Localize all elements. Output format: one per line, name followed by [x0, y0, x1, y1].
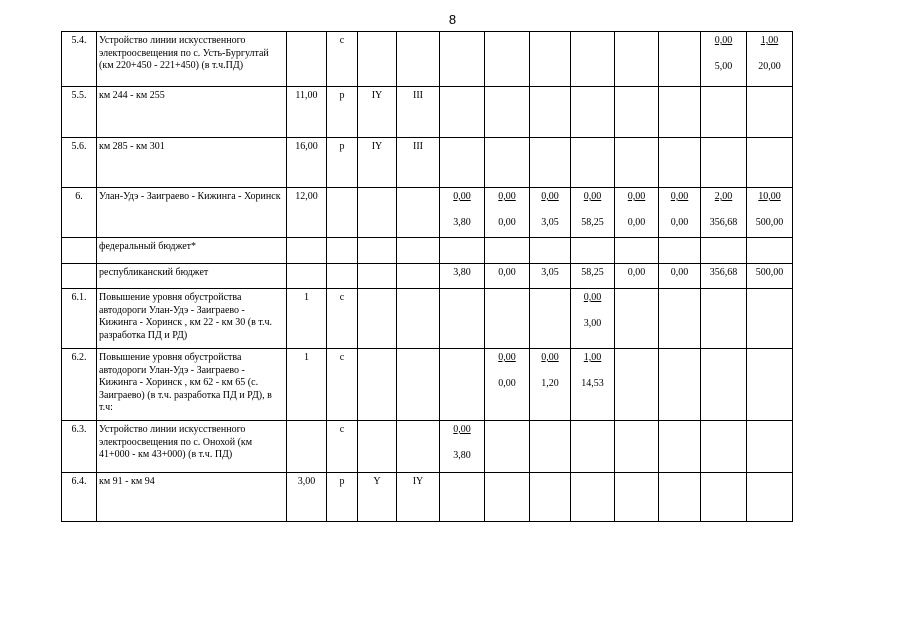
value-bottom: 0,00	[627, 267, 646, 278]
value-cell	[440, 238, 485, 264]
row-category-b	[397, 421, 440, 473]
row-number: 5.5.	[62, 87, 97, 138]
value-bottom: 3,80	[453, 267, 471, 278]
row-category-b	[397, 188, 440, 238]
value-cell	[530, 138, 571, 188]
value-cell	[615, 473, 659, 522]
value-cell	[440, 32, 485, 87]
value-cell	[530, 238, 571, 264]
value-cell	[440, 264, 485, 289]
value-cell	[571, 289, 615, 349]
value-cell	[701, 473, 747, 522]
value-cell	[615, 238, 659, 264]
row-name: федеральный бюджет*	[97, 238, 287, 264]
row-name: км 285 - км 301	[97, 138, 287, 188]
value-bottom: 500,00	[755, 216, 784, 228]
value-cell	[571, 32, 615, 87]
value-top: 0,00	[541, 191, 559, 202]
value-cell	[485, 421, 530, 473]
value-bottom: 356,68	[709, 216, 738, 228]
value-cell	[530, 421, 571, 473]
value-cell	[440, 421, 485, 473]
value-cell	[615, 87, 659, 138]
value-cell	[615, 349, 659, 421]
table-row	[62, 32, 793, 87]
value-top: 0,00	[714, 35, 733, 46]
row-number: 6.1.	[62, 289, 97, 349]
value-bottom: 3,05	[541, 267, 559, 278]
value-cell	[701, 264, 747, 289]
value-cell	[440, 289, 485, 349]
row-number: 5.6.	[62, 138, 97, 188]
value-bottom: 3,80	[453, 216, 471, 228]
row-name: Повышение уровня обустройства автодороги Улан-Удэ - Заиграево - Кижинга - Хоринск , км 22 - км 30 (в т.ч. разработка ПД и РД)	[97, 289, 287, 349]
value-cell	[615, 289, 659, 349]
value-cell	[530, 264, 571, 289]
row-type: с	[327, 421, 358, 473]
value-cell	[747, 87, 793, 138]
row-number: 6.4.	[62, 473, 97, 522]
value-cell	[747, 264, 793, 289]
row-type	[327, 264, 358, 289]
row-type: р	[327, 87, 358, 138]
value-cell	[485, 264, 530, 289]
value-cell	[659, 421, 701, 473]
value-cell	[530, 32, 571, 87]
row-length: 12,00	[287, 188, 327, 238]
row-category-a: Y	[358, 473, 397, 522]
value-cell	[571, 421, 615, 473]
value-top: 1,00	[583, 352, 602, 363]
value-cell	[701, 421, 747, 473]
value-cell	[571, 238, 615, 264]
row-length: 1	[287, 289, 327, 349]
value-cell	[485, 289, 530, 349]
value-bottom: 0,00	[498, 267, 516, 278]
value-cell	[747, 32, 793, 87]
value-bottom: 5,00	[714, 60, 733, 72]
row-length: 1	[287, 349, 327, 421]
value-bottom: 20,00	[758, 60, 781, 72]
value-bottom: 500,00	[755, 267, 784, 278]
value-top: 1,00	[760, 35, 779, 46]
row-category-a: IY	[358, 138, 397, 188]
table-body	[62, 32, 793, 522]
row-length	[287, 421, 327, 473]
value-cell	[701, 188, 747, 238]
value-bottom: 1,20	[541, 377, 559, 389]
row-length: 11,00	[287, 87, 327, 138]
row-category-b: IY	[397, 473, 440, 522]
roads-table	[61, 31, 793, 522]
row-length	[287, 32, 327, 87]
value-cell	[615, 188, 659, 238]
value-cell	[571, 264, 615, 289]
value-bottom: 0,00	[498, 216, 516, 228]
table-row	[62, 289, 793, 349]
value-cell	[747, 473, 793, 522]
row-number: 6.	[62, 188, 97, 238]
value-top: 0,00	[670, 191, 689, 202]
row-category-b	[397, 32, 440, 87]
row-type: с	[327, 349, 358, 421]
value-top: 0,00	[453, 191, 471, 202]
value-top: 0,00	[627, 191, 646, 202]
row-category-b	[397, 238, 440, 264]
page-number: 8	[448, 12, 457, 27]
row-category-a	[358, 421, 397, 473]
value-top: 0,00	[583, 191, 602, 202]
value-bottom: 0,00	[627, 216, 646, 228]
value-cell	[571, 138, 615, 188]
value-cell	[530, 473, 571, 522]
value-cell	[747, 349, 793, 421]
value-bottom: 58,25	[581, 267, 604, 278]
value-bottom: 0,00	[670, 267, 689, 278]
row-category-b	[397, 264, 440, 289]
value-cell	[659, 473, 701, 522]
value-cell	[659, 238, 701, 264]
value-cell	[571, 87, 615, 138]
value-cell	[701, 138, 747, 188]
row-number: 5.4.	[62, 32, 97, 87]
value-cell	[440, 188, 485, 238]
value-cell	[485, 32, 530, 87]
row-name: Устройство линии искусственного электроосвещения по с. Усть-Бургултай (км 220+450 - 221+450) (в т.ч.ПД)	[97, 32, 287, 87]
value-top: 2,00	[714, 191, 733, 202]
value-bottom: 58,25	[581, 216, 604, 228]
row-name: км 91 - км 94	[97, 473, 287, 522]
table-row	[62, 473, 793, 522]
value-cell	[747, 188, 793, 238]
row-name: км 244 - км 255	[97, 87, 287, 138]
row-type: р	[327, 138, 358, 188]
value-cell	[659, 264, 701, 289]
value-cell	[615, 32, 659, 87]
row-type	[327, 238, 358, 264]
value-cell	[440, 138, 485, 188]
table-row	[62, 349, 793, 421]
value-cell	[440, 349, 485, 421]
table-row	[62, 188, 793, 238]
value-cell	[571, 473, 615, 522]
value-cell	[485, 349, 530, 421]
value-cell	[659, 188, 701, 238]
row-category-a	[358, 349, 397, 421]
value-cell	[485, 138, 530, 188]
row-name: республиканский бюджет	[97, 264, 287, 289]
value-cell	[659, 138, 701, 188]
value-cell	[701, 289, 747, 349]
value-cell	[747, 138, 793, 188]
value-cell	[440, 473, 485, 522]
row-length	[287, 238, 327, 264]
value-cell	[485, 238, 530, 264]
row-number	[62, 238, 97, 264]
value-cell	[485, 87, 530, 138]
value-cell	[701, 87, 747, 138]
table-row	[62, 138, 793, 188]
row-category-a	[358, 188, 397, 238]
row-category-a	[358, 238, 397, 264]
row-type: с	[327, 32, 358, 87]
value-cell	[615, 421, 659, 473]
value-cell	[440, 87, 485, 138]
row-category-b: III	[397, 87, 440, 138]
value-cell	[701, 32, 747, 87]
row-category-b	[397, 349, 440, 421]
table-row	[62, 87, 793, 138]
value-cell	[659, 87, 701, 138]
row-length: 16,00	[287, 138, 327, 188]
value-bottom: 0,00	[670, 216, 689, 228]
row-category-b: III	[397, 138, 440, 188]
value-cell	[530, 349, 571, 421]
row-length	[287, 264, 327, 289]
value-cell	[571, 349, 615, 421]
value-cell	[530, 87, 571, 138]
row-category-a	[358, 264, 397, 289]
table-row	[62, 264, 793, 289]
value-cell	[701, 349, 747, 421]
value-cell	[747, 238, 793, 264]
row-length: 3,00	[287, 473, 327, 522]
table-row	[62, 238, 793, 264]
value-cell	[659, 32, 701, 87]
value-cell	[615, 138, 659, 188]
row-type	[327, 188, 358, 238]
value-bottom: 14,53	[581, 377, 604, 389]
row-name: Повышение уровня обустройства автодороги Улан-Удэ - Заиграево - Кижинга - Хоринск , км 62 - км 65 (с. Заиграево) (в т.ч. разработка ПД и РД), в т.ч:	[97, 349, 287, 421]
row-type: с	[327, 289, 358, 349]
row-name: Устройство линии искусственного электроосвещения по с. Онохой (км 41+000 - км 43+000) (в т.ч. ПД)	[97, 421, 287, 473]
value-cell	[530, 188, 571, 238]
row-number: 6.2.	[62, 349, 97, 421]
value-top: 0,00	[583, 292, 602, 303]
value-bottom: 3,05	[541, 216, 559, 228]
row-number: 6.3.	[62, 421, 97, 473]
value-bottom: 3,00	[583, 317, 602, 329]
value-cell	[701, 238, 747, 264]
row-number	[62, 264, 97, 289]
row-category-b	[397, 289, 440, 349]
value-bottom: 0,00	[498, 377, 516, 389]
value-cell	[485, 473, 530, 522]
value-top: 0,00	[498, 191, 516, 202]
row-category-a: IY	[358, 87, 397, 138]
value-cell	[747, 289, 793, 349]
value-cell	[530, 289, 571, 349]
row-type: р	[327, 473, 358, 522]
table-row	[62, 421, 793, 473]
value-cell	[659, 349, 701, 421]
value-cell	[485, 188, 530, 238]
value-cell	[659, 289, 701, 349]
row-category-a	[358, 32, 397, 87]
value-top: 0,00	[541, 352, 559, 363]
value-top: 0,00	[498, 352, 516, 363]
value-cell	[571, 188, 615, 238]
value-cell	[747, 421, 793, 473]
value-top: 10,00	[758, 191, 781, 202]
value-bottom: 3,80	[453, 449, 471, 461]
row-name: Улан-Удэ - Заиграево - Кижинга - Хоринск	[97, 188, 287, 238]
row-category-a	[358, 289, 397, 349]
value-cell	[615, 264, 659, 289]
value-bottom: 356,68	[709, 267, 738, 278]
value-top: 0,00	[453, 424, 471, 435]
